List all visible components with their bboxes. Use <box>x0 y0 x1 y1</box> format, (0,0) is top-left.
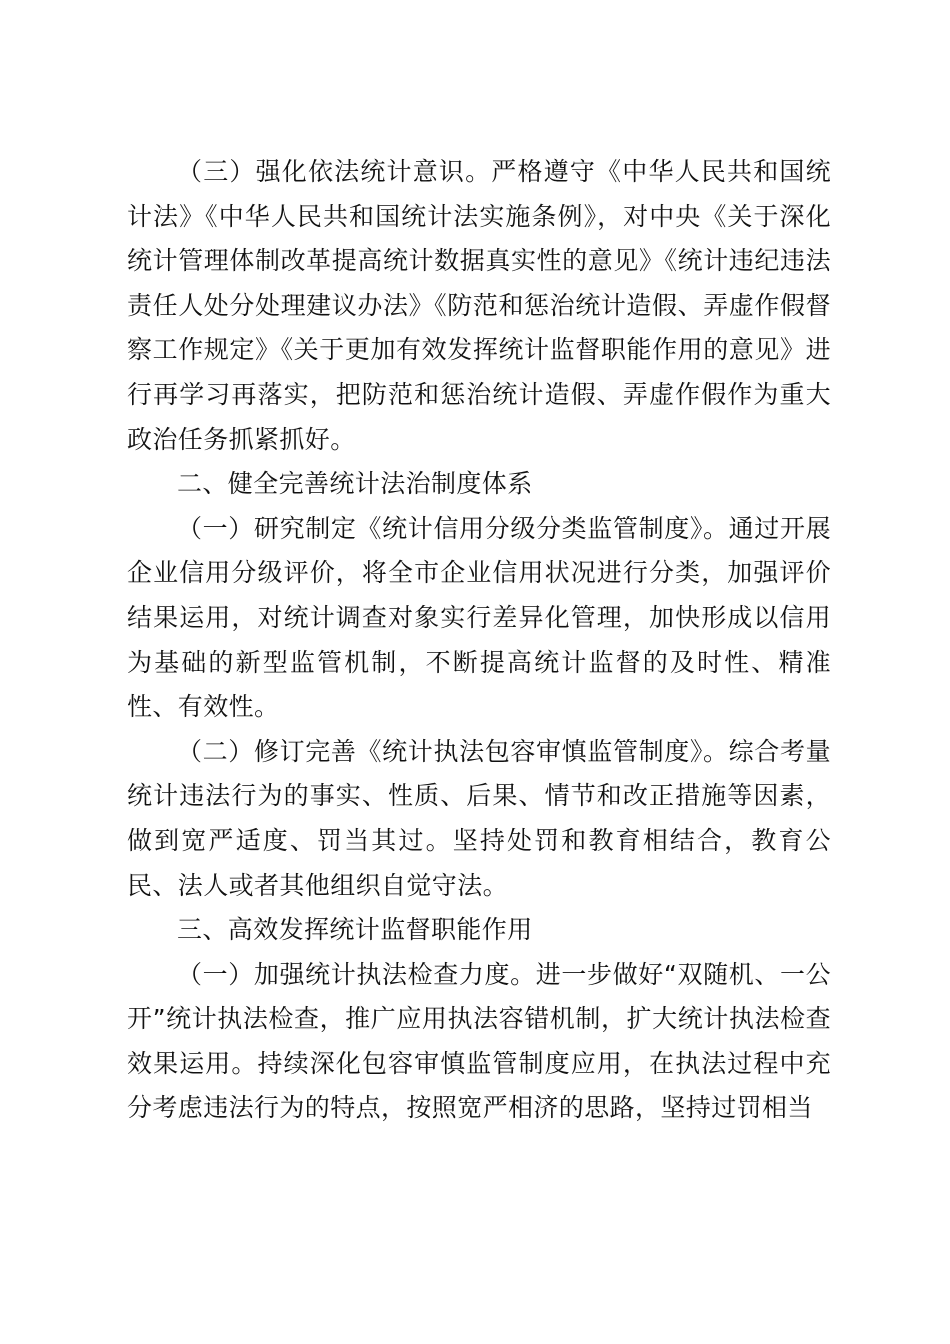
document-body <box>127 150 831 1131</box>
section-heading-2: 二、健全完善统计法治制度体系 <box>177 469 533 499</box>
paragraph-enforcement-system: （二）修订完善《统计执法包容审慎监管制度》。综合考量统计违法行为的事实、性质、后果、情节和改正措施等因素，做到宽严适度、罚当其过。坚持处罚和教育相结合，教育公民、法人或者其他组织自觉守法。 <box>127 736 831 900</box>
paragraph-credit-system: （一）研究制定《统计信用分级分类监管制度》。通过开展企业信用分级评价，将全市企业信用状况进行分类，加强评价结果运用，对统计调查对象实行差异化管理，加快形成以信用为基础的新型监管机制，不断提高统计监督的及时性、精准性、有效性。 <box>127 513 831 722</box>
section-heading-3: 三、高效发挥统计监督职能作用 <box>177 915 533 945</box>
paragraph-strengthen-awareness: （三）强化依法统计意识。严格遵守《中华人民共和国统计法》《中华人民共和国统计法实施条例》，对中央《关于深化统计管理体制改革提高统计数据真实性的意见》《统计违纪违法责任人处分处理建议办法》《防范和惩治统计造假、弄虚作假督察工作规定》《关于更加有效发挥统计监督职能作用的意见》进行再学习再落实，把防范和惩治统计造假、弄虚作假作为重大政治任务抓紧抓好。 <box>127 157 831 454</box>
paragraph-enforcement-inspection: （一）加强统计执法检查力度。进一步做好“双随机、一公开”统计执法检查，推广应用执法容错机制，扩大统计执法检查效果运用。持续深化包容审慎监管制度应用，在执法过程中充分考虑违法行为的特点，按照宽严相济的思路，坚持过罚相当 <box>127 959 831 1123</box>
